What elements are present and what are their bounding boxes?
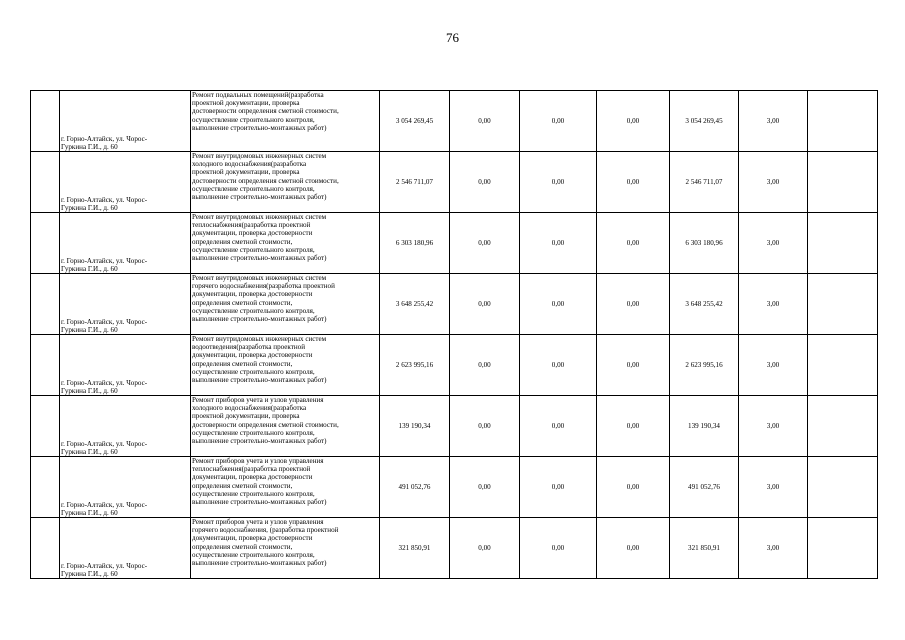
table-row [31,457,878,518]
table-body [31,91,878,579]
total-cost-cell: 139 190,34 [380,396,450,457]
work-line-4: определения сметной стоимости, [192,481,293,490]
row-index-cell [31,518,60,579]
work-line-6: выполнение строительно-монтажных работ) [192,193,327,202]
row-index-cell [31,335,60,396]
work-line-1: Ремонт внутридомовых инженерных систем [192,274,327,282]
work-line-5: осуществление строительного контроля, [192,245,315,254]
work-line-6: выполнение строительно-монтажных работ) [192,254,327,263]
work-line-3: документации, проверка достоверности [192,534,313,543]
term-cell: 3,00 [739,213,808,274]
funds-cell-2: 0,00 [520,213,597,274]
empty-cell [808,213,878,274]
address-line-1: г. Горно-Алтайск, ул. Чорос- [61,378,148,387]
term-cell: 3,00 [739,396,808,457]
work-description-cell [191,274,380,335]
work-line-2: холодного водоснабжения(разработка [192,404,307,413]
funds-cell-2: 0,00 [520,396,597,457]
empty-cell [808,457,878,518]
owner-funds-cell: 3 054 269,45 [670,91,739,152]
work-description-cell [191,91,380,152]
funds-cell-2: 0,00 [520,152,597,213]
address-line-2: Гуркина Г.И., д. 60 [61,569,118,578]
funds-cell-3: 0,00 [597,152,670,213]
funds-cell-1: 0,00 [450,396,520,457]
empty-cell [808,518,878,579]
address-line-1: г. Горно-Алтайск, ул. Чорос- [61,134,148,143]
funds-cell-3: 0,00 [597,457,670,518]
owner-funds-cell: 491 052,76 [670,457,739,518]
funds-cell-1: 0,00 [450,518,520,579]
term-cell: 3,00 [739,335,808,396]
address-line-1: г. Горно-Алтайск, ул. Чорос- [61,561,148,570]
table-row [31,213,878,274]
work-line-6: выполнение строительно-монтажных работ) [192,559,327,568]
funds-cell-3: 0,00 [597,274,670,335]
work-line-5: осуществление строительного контроля, [192,428,315,437]
work-description-cell [191,396,380,457]
table-row [31,396,878,457]
address-cell [60,152,191,213]
work-line-3: документации, проверка достоверности [192,229,313,238]
owner-funds-cell: 321 850,91 [670,518,739,579]
funds-cell-2: 0,00 [520,518,597,579]
work-line-2: горячего водоснабжения(разработка проектной [192,282,335,291]
funds-cell-3: 0,00 [597,91,670,152]
funds-cell-2: 0,00 [520,274,597,335]
address-cell [60,274,191,335]
address-line-2: Гуркина Г.И., д. 60 [61,142,118,151]
total-cost-cell: 3 054 269,45 [380,91,450,152]
work-line-2: теплоснабжения(разработка проектной [192,221,311,230]
work-description-cell [191,335,380,396]
table-row [31,91,878,152]
work-line-1: Ремонт внутридомовых инженерных систем [192,335,327,343]
term-cell: 3,00 [739,457,808,518]
empty-cell [808,274,878,335]
work-line-4: осуществление строительного контроля, [192,115,315,124]
row-index-cell [31,91,60,152]
work-line-2: холодного водоснабжения(разработка [192,160,307,169]
address-line-1: г. Горно-Алтайск, ул. Чорос- [61,439,148,448]
work-line-4: определения сметной стоимости, [192,359,293,368]
table-row [31,152,878,213]
work-line-6: выполнение строительно-монтажных работ) [192,437,327,446]
funds-cell-1: 0,00 [450,335,520,396]
address-line-2: Гуркина Г.И., д. 60 [61,508,118,517]
address-cell [60,91,191,152]
empty-cell [808,396,878,457]
work-line-4: достоверности определения сметной стоимости, [192,420,339,429]
work-line-5: осуществление строительного контроля, [192,367,315,376]
row-index-cell [31,396,60,457]
table-row [31,335,878,396]
address-line-2: Гуркина Г.И., д. 60 [61,447,118,456]
work-line-3: проектной документации, проверка [192,168,300,177]
work-line-1: Ремонт приборов учета и узлов управления [192,457,324,465]
work-line-1: Ремонт внутридомовых инженерных систем [192,152,327,160]
term-cell: 3,00 [739,91,808,152]
total-cost-cell: 6 303 180,96 [380,213,450,274]
owner-funds-cell: 139 190,34 [670,396,739,457]
address-line-2: Гуркина Г.И., д. 60 [61,325,118,334]
work-line-3: документации, проверка достоверности [192,290,313,299]
address-line-2: Гуркина Г.И., д. 60 [61,264,118,273]
total-cost-cell: 2 623 995,16 [380,335,450,396]
empty-cell [808,91,878,152]
page-number: 76 [446,30,459,45]
term-cell: 3,00 [739,274,808,335]
address-line-1: г. Горно-Алтайск, ул. Чорос- [61,500,148,509]
work-line-6: выполнение строительно-монтажных работ) [192,315,327,324]
empty-cell [808,335,878,396]
owner-funds-cell: 2 623 995,16 [670,335,739,396]
work-line-2: теплоснабжения(разработка проектной [192,465,311,474]
funds-cell-1: 0,00 [450,274,520,335]
total-cost-cell: 321 850,91 [380,518,450,579]
funds-cell-2: 0,00 [520,457,597,518]
work-line-3: документации, проверка достоверности [192,351,313,360]
address-line-1: г. Горно-Алтайск, ул. Чорос- [61,317,148,326]
work-line-4: определения сметной стоимости, [192,298,293,307]
funds-cell-2: 0,00 [520,91,597,152]
term-cell: 3,00 [739,152,808,213]
funds-cell-3: 0,00 [597,396,670,457]
row-index-cell [31,457,60,518]
work-line-2: водоотведения(разработка проектной [192,343,306,352]
work-line-1: Ремонт приборов учета и узлов управления [192,518,324,526]
total-cost-cell: 491 052,76 [380,457,450,518]
work-line-3: документации, проверка достоверности [192,473,313,482]
work-description-cell [191,518,380,579]
empty-cell [808,152,878,213]
work-line-2: проектной документации, проверка [192,99,300,108]
address-cell [60,518,191,579]
work-line-5: осуществление строительного контроля, [192,184,315,193]
address-cell [60,335,191,396]
work-line-4: достоверности определения сметной стоимости, [192,176,339,185]
work-description-cell [191,213,380,274]
work-line-6: выполнение строительно-монтажных работ) [192,376,327,385]
total-cost-cell: 3 648 255,42 [380,274,450,335]
row-index-cell [31,274,60,335]
funds-cell-1: 0,00 [450,457,520,518]
table-row [31,274,878,335]
funds-cell-1: 0,00 [450,152,520,213]
funds-cell-3: 0,00 [597,518,670,579]
address-line-1: г. Горно-Алтайск, ул. Чорос- [61,195,148,204]
work-line-5: выполнение строительно-монтажных работ) [192,123,327,132]
work-line-3: проектной документации, проверка [192,412,300,421]
address-line-2: Гуркина Г.И., д. 60 [61,386,118,395]
address-cell [60,396,191,457]
owner-funds-cell: 2 546 711,07 [670,152,739,213]
table-row [31,518,878,579]
funds-cell-2: 0,00 [520,335,597,396]
owner-funds-cell: 3 648 255,42 [670,274,739,335]
work-line-5: осуществление строительного контроля, [192,306,315,315]
work-line-1: Ремонт внутридомовых инженерных систем [192,213,327,221]
work-description-cell [191,457,380,518]
work-line-1: Ремонт подвальных помещений(разработка [192,91,324,99]
work-line-1: Ремонт приборов учета и узлов управления [192,396,324,404]
funds-cell-3: 0,00 [597,213,670,274]
term-cell: 3,00 [739,518,808,579]
work-line-3: достоверности определения сметной стоимости, [192,107,339,116]
work-line-4: определения сметной стоимости, [192,542,293,551]
address-line-1: г. Горно-Алтайск, ул. Чорос- [61,256,148,265]
total-cost-cell: 2 546 711,07 [380,152,450,213]
owner-funds-cell: 6 303 180,96 [670,213,739,274]
row-index-cell [31,213,60,274]
address-line-2: Гуркина Г.И., д. 60 [61,203,118,212]
work-line-5: осуществление строительного контроля, [192,550,315,559]
repair-table [30,90,878,579]
work-line-5: осуществление строительного контроля, [192,489,315,498]
work-line-4: определения сметной стоимости, [192,237,293,246]
funds-cell-3: 0,00 [597,335,670,396]
funds-cell-1: 0,00 [450,91,520,152]
work-description-cell [191,152,380,213]
row-index-cell [31,152,60,213]
work-line-6: выполнение строительно-монтажных работ) [192,498,327,507]
work-line-2: горячего водоснабжения, (разработка проектной [192,526,339,535]
address-cell [60,213,191,274]
address-cell [60,457,191,518]
funds-cell-1: 0,00 [450,213,520,274]
